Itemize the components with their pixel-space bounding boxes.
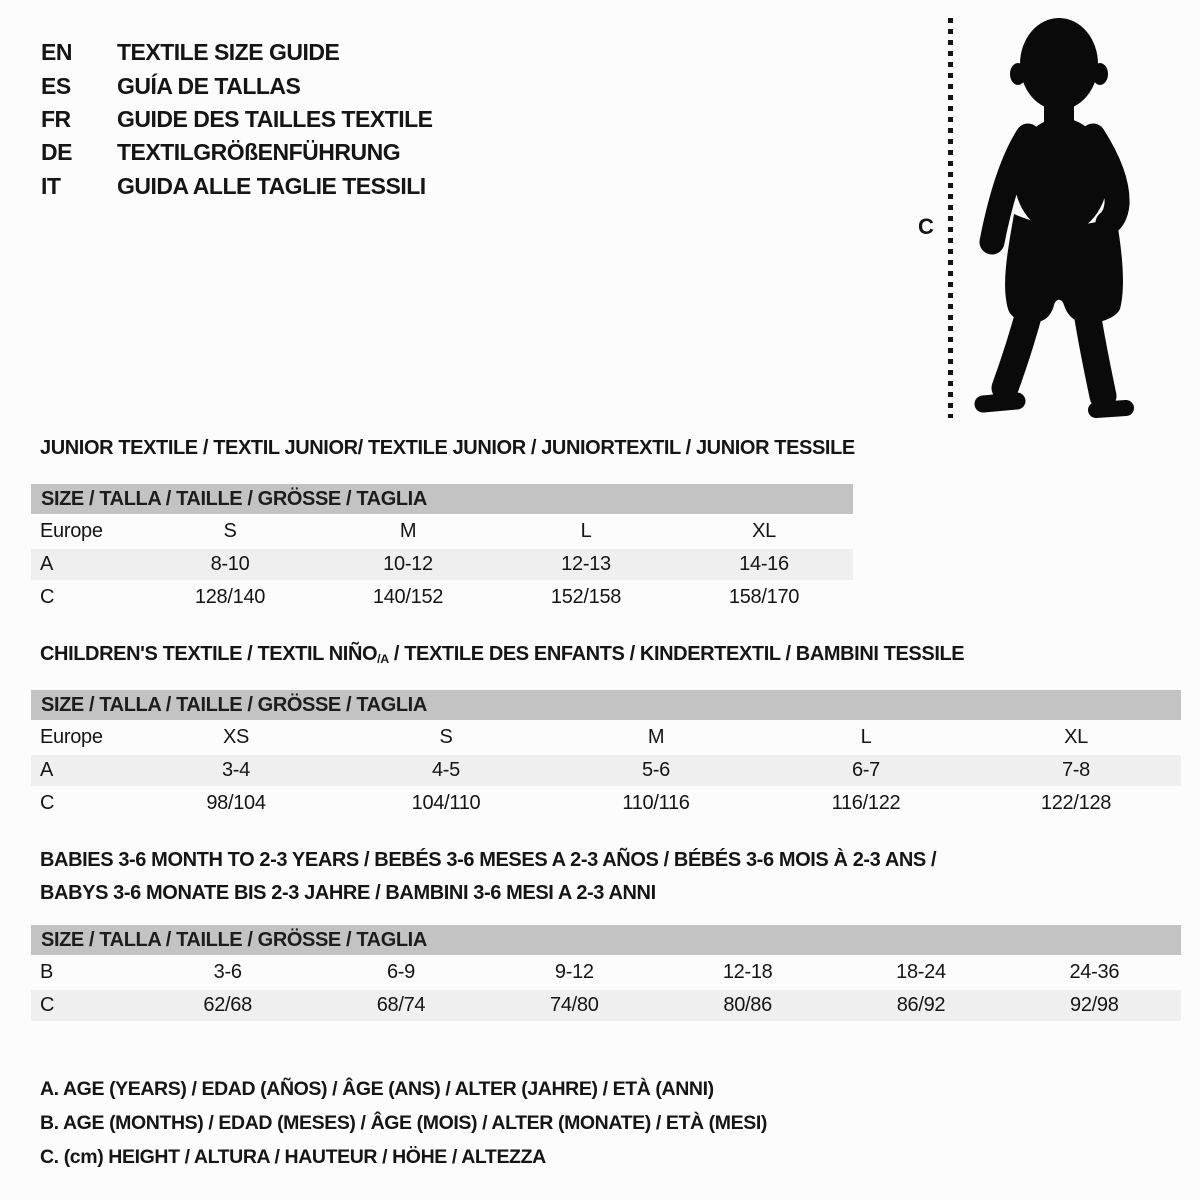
guide-title: GUÍA DE TALLAS bbox=[117, 72, 301, 99]
size-header-bar: SIZE / TALLA / TAILLE / GRÖSSE / TAGLIA bbox=[31, 690, 1181, 720]
table-cell: 8-10 bbox=[210, 553, 250, 575]
language-row bbox=[41, 36, 433, 69]
language-row bbox=[41, 136, 433, 169]
language-header bbox=[41, 36, 433, 203]
table-cell: 98/104 bbox=[206, 792, 266, 814]
babies-section-title-line2: BABYS 3-6 MONATE BIS 2-3 JAHRE / BAMBINI 3-6 MESI A 2-3 ANNI bbox=[40, 882, 656, 904]
table-cell: 80/86 bbox=[723, 994, 772, 1016]
legend-line-b: B. AGE (MONTHS) / EDAD (MESES) / ÂGE (MOIS) / ALTER (MONATE) / ETÀ (MESI) bbox=[40, 1111, 767, 1134]
table-row-b bbox=[31, 957, 1181, 988]
table-cell: 110/116 bbox=[622, 792, 690, 814]
table-cell: XL bbox=[1064, 726, 1088, 748]
table-cell: 7-8 bbox=[1061, 759, 1090, 781]
table-cell: L bbox=[580, 520, 592, 542]
children-title-text: / TEXTILE DES ENFANTS / KINDERTEXTIL / BAMBINI TESSILE bbox=[388, 643, 965, 665]
table-cell: S bbox=[439, 726, 453, 748]
guide-title: TEXTILGRÖßENFÜHRUNG bbox=[117, 139, 401, 166]
toddler-silhouette bbox=[966, 16, 1138, 420]
table-cell: 116/122 bbox=[831, 792, 901, 814]
table-cell: 74/80 bbox=[550, 994, 599, 1016]
table-cell: 5-6 bbox=[641, 759, 670, 781]
legend bbox=[40, 1072, 767, 1174]
table-row-c bbox=[31, 788, 1181, 819]
row-label-cell: A bbox=[40, 553, 54, 575]
table-row-a bbox=[31, 549, 853, 580]
table-cell: XS bbox=[222, 726, 250, 748]
table-cell: 12-18 bbox=[722, 961, 773, 983]
table-cell: M bbox=[647, 726, 665, 748]
table-cell: 152/158 bbox=[550, 586, 622, 608]
table-cell: 140/152 bbox=[372, 586, 444, 608]
language-row bbox=[41, 69, 433, 102]
table-cell: 24-36 bbox=[1069, 961, 1120, 983]
row-label-cell: Europe bbox=[40, 520, 103, 542]
table-cell: S bbox=[223, 520, 237, 542]
row-label-cell: A bbox=[40, 759, 54, 781]
table-cell: 12-13 bbox=[561, 553, 611, 575]
height-measure-line bbox=[948, 18, 953, 418]
table-row-c bbox=[31, 990, 1181, 1021]
table-cell: 9-12 bbox=[554, 961, 594, 983]
table-cell: 86/92 bbox=[896, 994, 946, 1016]
children-size-table bbox=[31, 690, 1181, 821]
table-cell: 4-5 bbox=[431, 759, 460, 781]
guide-title: TEXTILE SIZE GUIDE bbox=[117, 39, 340, 66]
language-row bbox=[41, 170, 433, 203]
language-code: EN bbox=[41, 39, 72, 66]
children-title-text: CHILDREN'S TEXTILE / TEXTIL NIÑO bbox=[40, 643, 378, 665]
junior-section-title: JUNIOR TEXTILE / TEXTIL JUNIOR/ TEXTILE JUNIOR / JUNIORTEXTIL / JUNIOR TESSILE bbox=[40, 437, 855, 459]
row-label-cell: C bbox=[40, 586, 55, 608]
table-cell: XL bbox=[752, 520, 776, 542]
table-cell: 6-7 bbox=[851, 759, 880, 781]
babies-section-title-line1: BABIES 3-6 MONTH TO 2-3 YEARS / BEBÉS 3-6 MESES A 2-3 AÑOS / BÉBÉS 3-6 MOIS À 2-3 ANS / bbox=[40, 849, 937, 871]
babies-size-table bbox=[31, 925, 1181, 1023]
table-cell: 62/68 bbox=[203, 994, 252, 1016]
table-row-a bbox=[31, 755, 1181, 786]
row-label-cell: C bbox=[40, 792, 55, 814]
table-row-europe bbox=[31, 722, 1181, 753]
language-row bbox=[41, 103, 433, 136]
row-label-cell: B bbox=[40, 961, 54, 983]
table-cell: 68/74 bbox=[376, 994, 426, 1016]
table-cell: 14-16 bbox=[739, 553, 789, 575]
language-code: IT bbox=[41, 172, 61, 199]
children-title-subscript: /A bbox=[377, 652, 389, 666]
table-cell: 18-24 bbox=[896, 961, 946, 983]
size-header-bar: SIZE / TALLA / TAILLE / GRÖSSE / TAGLIA bbox=[31, 925, 1181, 955]
language-code: FR bbox=[41, 105, 71, 132]
table-cell: 104/110 bbox=[411, 792, 481, 814]
table-row-c bbox=[31, 582, 853, 613]
language-code: ES bbox=[41, 72, 71, 99]
table-cell: 3-6 bbox=[213, 961, 242, 983]
height-measure-label-c: C bbox=[918, 214, 934, 239]
table-cell: 122/128 bbox=[1040, 792, 1112, 814]
junior-size-table bbox=[31, 484, 853, 615]
table-cell: 3-4 bbox=[221, 759, 250, 781]
row-label-cell: Europe bbox=[40, 726, 103, 748]
table-cell: M bbox=[399, 520, 417, 542]
table-cell: L bbox=[860, 726, 872, 748]
children-section-title bbox=[40, 642, 964, 668]
row-label-cell: C bbox=[40, 994, 55, 1016]
table-cell: 128/140 bbox=[194, 586, 266, 608]
table-cell: 158/170 bbox=[728, 586, 800, 608]
table-row-europe bbox=[31, 516, 853, 547]
language-code: DE bbox=[41, 139, 72, 166]
table-cell: 92/98 bbox=[1070, 994, 1119, 1016]
legend-line-a: A. AGE (YEARS) / EDAD (AÑOS) / ÂGE (ANS) / ALTER (JAHRE) / ETÀ (ANNI) bbox=[40, 1077, 714, 1100]
guide-title: GUIDE DES TAILLES TEXTILE bbox=[117, 105, 433, 132]
table-cell: 10-12 bbox=[383, 553, 433, 575]
guide-title: GUIDA ALLE TAGLIE TESSILI bbox=[117, 172, 426, 199]
legend-line-c: C. (cm) HEIGHT / ALTURA / HAUTEUR / HÖHE / ALTEZZA bbox=[40, 1145, 546, 1168]
height-figure bbox=[900, 12, 1162, 426]
size-header-bar: SIZE / TALLA / TAILLE / GRÖSSE / TAGLIA bbox=[31, 484, 853, 514]
table-cell: 6-9 bbox=[386, 961, 415, 983]
